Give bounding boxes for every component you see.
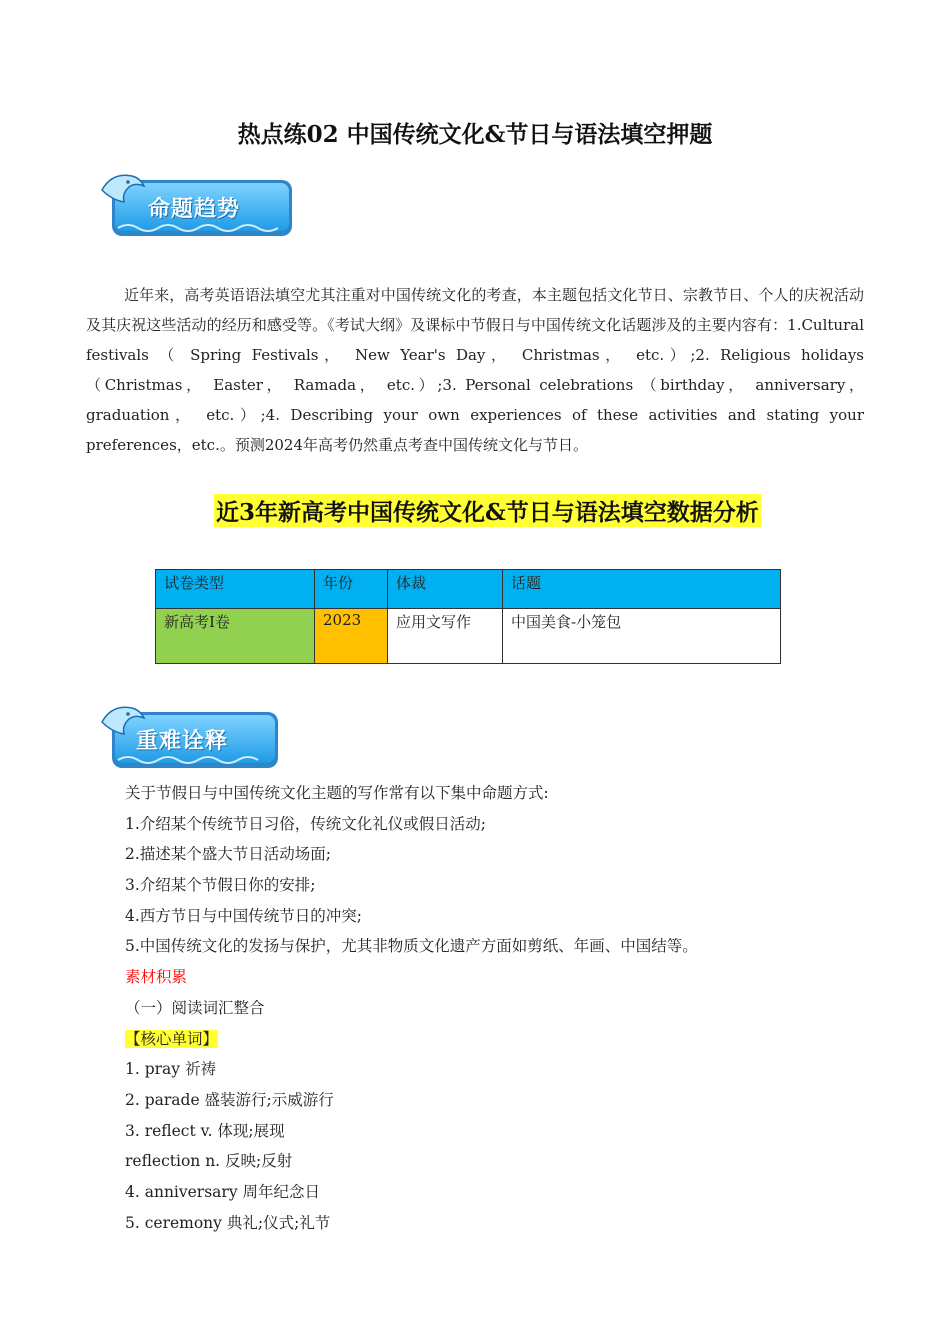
- cell-genre: 应用文写作: [388, 609, 503, 664]
- vocab-item: 5. ceremony 典礼;仪式;礼节: [125, 1213, 331, 1232]
- cell-year: 2023: [315, 609, 388, 664]
- list-item: 4.西方节日与中国传统节日的冲突;: [125, 906, 363, 925]
- header-paper-type: 试卷类型: [156, 570, 315, 609]
- header-topic: 话题: [503, 570, 781, 609]
- banner-title: 命题趋势: [148, 197, 241, 222]
- vocab-item: 3. reflect v. 体现;展现: [125, 1121, 285, 1140]
- data-analysis-heading: 近3年新高考中国传统文化&节日与语法填空数据分析: [214, 494, 761, 527]
- list-item: 3.介绍某个节假日你的安排;: [125, 876, 316, 895]
- vocab-item: 4. anniversary 周年纪念日: [125, 1182, 321, 1201]
- vocab-item: 2. parade 盛装游行;示威游行: [125, 1090, 334, 1109]
- core-words-label: 【核心单词】: [125, 1029, 219, 1048]
- cell-paper-type: 新高考I卷: [156, 609, 315, 664]
- list-item: 1.介绍某个传统节日习俗，传统文化礼仪或假日活动;: [125, 814, 487, 833]
- intro-text: 近年来，高考英语语法填空尤其注重对中国传统文化的考查，本主题包括文化节日、宗教节日、个人的庆祝活动及其庆祝这些活动的经历和感受等。《考试大纲》及课标中节假日与中国传统文化话题涉及的主要内容有：1.Cultural festivals （ Spring Festivals， New Year's Day， Christmas， etc.）;2. Religious holidays （Christmas， Easter， Ramada， etc.）;3. Personal celebrations （birthday， anniversary， graduation， etc.）;4. Describing your own experiences of these activities and stating your preferences，etc.。预测2024年高考仍然重点考查中国传统文化与节日。: [86, 286, 864, 454]
- list-item: 2.描述某个盛大节日活动场面;: [125, 845, 332, 864]
- section-banner-difficult: [96, 700, 296, 772]
- vocab-item: reflection n. 反映;反射: [125, 1152, 293, 1171]
- section-banner-trend: [96, 168, 296, 240]
- page-title: 热点练02 中国传统文化&节日与语法填空押题: [237, 121, 713, 148]
- table-header-row: [156, 570, 781, 609]
- cell-topic: 中国美食-小笼包: [503, 609, 781, 664]
- vocab-section-heading: （一）阅读词汇整合: [125, 998, 265, 1017]
- table-row: [156, 609, 781, 664]
- content-lines: [125, 778, 885, 1238]
- header-genre: 体裁: [388, 570, 503, 609]
- intro-paragraph: [86, 280, 864, 460]
- vocab-item: 1. pray 祈祷: [125, 1060, 216, 1079]
- intro-line: 关于节假日与中国传统文化主题的写作常有以下集中命题方式:: [125, 784, 549, 802]
- header-year: 年份: [315, 570, 388, 609]
- list-item: 5.中国传统文化的发扬与保护，尤其非物质文化遗产方面如剪纸、年画、中国结等。: [125, 937, 698, 956]
- banner-title: 重难诠释: [136, 729, 229, 754]
- exam-data-table: [155, 569, 781, 664]
- material-heading: 素材积累: [125, 968, 188, 987]
